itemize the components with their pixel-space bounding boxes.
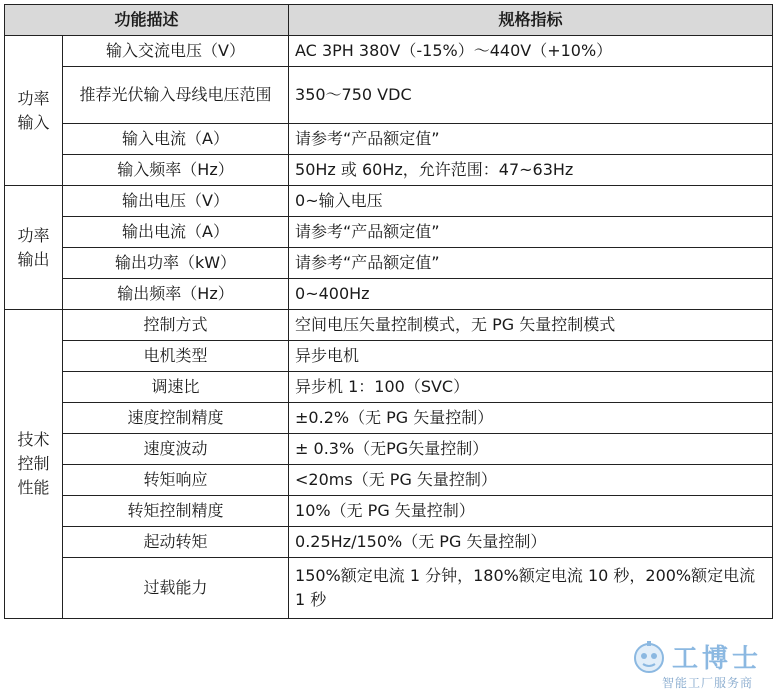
table-row [5,217,773,248]
feature-cell: 电机类型 [63,341,289,372]
table-row [5,558,773,619]
watermark [626,636,766,694]
value-cell: 0~输入电压 [289,186,773,217]
value-cell: 150%额定电流 1 分钟，180%额定电流 10 秒，200%额定电流 1 秒 [289,558,773,619]
value-cell: 异步电机 [289,341,773,372]
value-cell: 10%（无 PG 矢量控制） [289,496,773,527]
feature-cell: 转矩响应 [63,465,289,496]
group-label-power-input: 功率 输入 [5,36,63,186]
header-feature: 功能描述 [5,5,289,36]
table-row [5,372,773,403]
table-row [5,527,773,558]
feature-cell: 起动转矩 [63,527,289,558]
feature-cell: 输出功率（kW） [63,248,289,279]
feature-cell: 控制方式 [63,310,289,341]
table-row [5,310,773,341]
feature-cell: 速度控制精度 [63,403,289,434]
table-row [5,248,773,279]
table-row [5,67,773,124]
table-row [5,434,773,465]
value-cell: 请参考“产品额定值” [289,248,773,279]
value-cell: ± 0.3%（无PG矢量控制） [289,434,773,465]
table-row [5,465,773,496]
value-cell: ±0.2%（无 PG 矢量控制） [289,403,773,434]
table-row [5,496,773,527]
table-row [5,36,773,67]
watermark-brand: 工博士 [672,644,763,674]
table-row [5,155,773,186]
feature-cell: 输出电流（A） [63,217,289,248]
header-spec: 规格指标 [289,5,773,36]
feature-cell: 输入电流（A） [63,124,289,155]
feature-cell: 转矩控制精度 [63,496,289,527]
feature-cell: 输出频率（Hz） [63,279,289,310]
feature-cell: 推荐光伏输入母线电压范围 [63,67,289,124]
table-row [5,279,773,310]
value-cell: 0.25Hz/150%（无 PG 矢量控制） [289,527,773,558]
value-cell: AC 3PH 380V（-15%）～440V（+10%） [289,36,773,67]
watermark-tagline: 智能工厂服务商 [662,676,754,690]
value-cell: 350～750 VDC [289,67,773,124]
value-cell: 请参考“产品额定值” [289,124,773,155]
feature-cell: 速度波动 [63,434,289,465]
table-row [5,403,773,434]
feature-cell: 输入频率（Hz） [63,155,289,186]
feature-cell: 输出电压（V） [63,186,289,217]
table-row [5,186,773,217]
group-label-control-performance: 技术 控制 性能 [5,310,63,619]
value-cell: 空间电压矢量控制模式，无 PG 矢量控制模式 [289,310,773,341]
group-label-power-output: 功率 输出 [5,186,63,310]
header-row [5,5,773,36]
feature-cell: 过载能力 [63,558,289,619]
table-row [5,341,773,372]
feature-cell: 输入交流电压（V） [63,36,289,67]
value-cell: 0~400Hz [289,279,773,310]
feature-cell: 调速比 [63,372,289,403]
value-cell: 请参考“产品额定值” [289,217,773,248]
value-cell: 50Hz 或 60Hz，允许范围：47~63Hz [289,155,773,186]
value-cell: 异步机 1：100（SVC） [289,372,773,403]
spec-table [4,4,773,619]
value-cell: <20ms（无 PG 矢量控制） [289,465,773,496]
table-row [5,124,773,155]
robot-mascot-icon [630,640,668,678]
